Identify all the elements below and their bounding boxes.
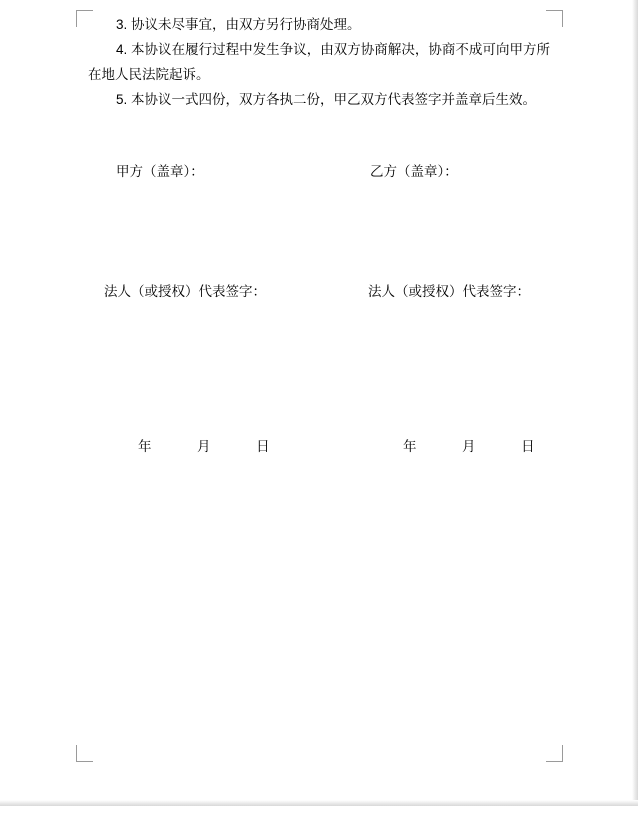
legal-representative-row bbox=[88, 280, 550, 310]
party-a-month-label: 月 bbox=[197, 439, 211, 454]
clause-item-5: 5. 本协议一式四份，双方各执二份，甲乙双方代表签字并盖章后生效。 bbox=[116, 92, 537, 107]
party-a-seal-label: 甲方（盖章）： bbox=[116, 164, 204, 179]
party-a-year-label: 年 bbox=[138, 439, 152, 454]
party-b-year-label: 年 bbox=[403, 439, 417, 454]
crop-mark-bottom-left bbox=[76, 745, 93, 762]
party-a-legal-rep-label: 法人（或授权）代表签字： bbox=[104, 284, 266, 299]
party-b-day-label: 日 bbox=[521, 439, 535, 454]
clause-item-4: 4. 本协议在履行过程中发生争议，由双方协商解决，协商不成可向甲方所在地人民法院起诉。 bbox=[88, 42, 550, 82]
party-b-month-label: 月 bbox=[462, 439, 476, 454]
page-edge-right bbox=[632, 0, 638, 800]
party-b-date-line bbox=[403, 435, 535, 455]
party-b-seal-label: 乙方（盖章）： bbox=[370, 164, 458, 179]
party-a-date-line bbox=[138, 435, 270, 455]
clause-item-3: 3. 协议未尽事宜，由双方另行协商处理。 bbox=[116, 17, 361, 32]
seal-row bbox=[88, 160, 550, 190]
page-edge-bottom bbox=[0, 800, 638, 806]
party-a-day-label: 日 bbox=[256, 439, 270, 454]
party-b-legal-rep-label: 法人（或授权）代表签字： bbox=[368, 284, 530, 299]
date-row bbox=[88, 435, 550, 465]
crop-mark-bottom-right bbox=[546, 745, 563, 762]
